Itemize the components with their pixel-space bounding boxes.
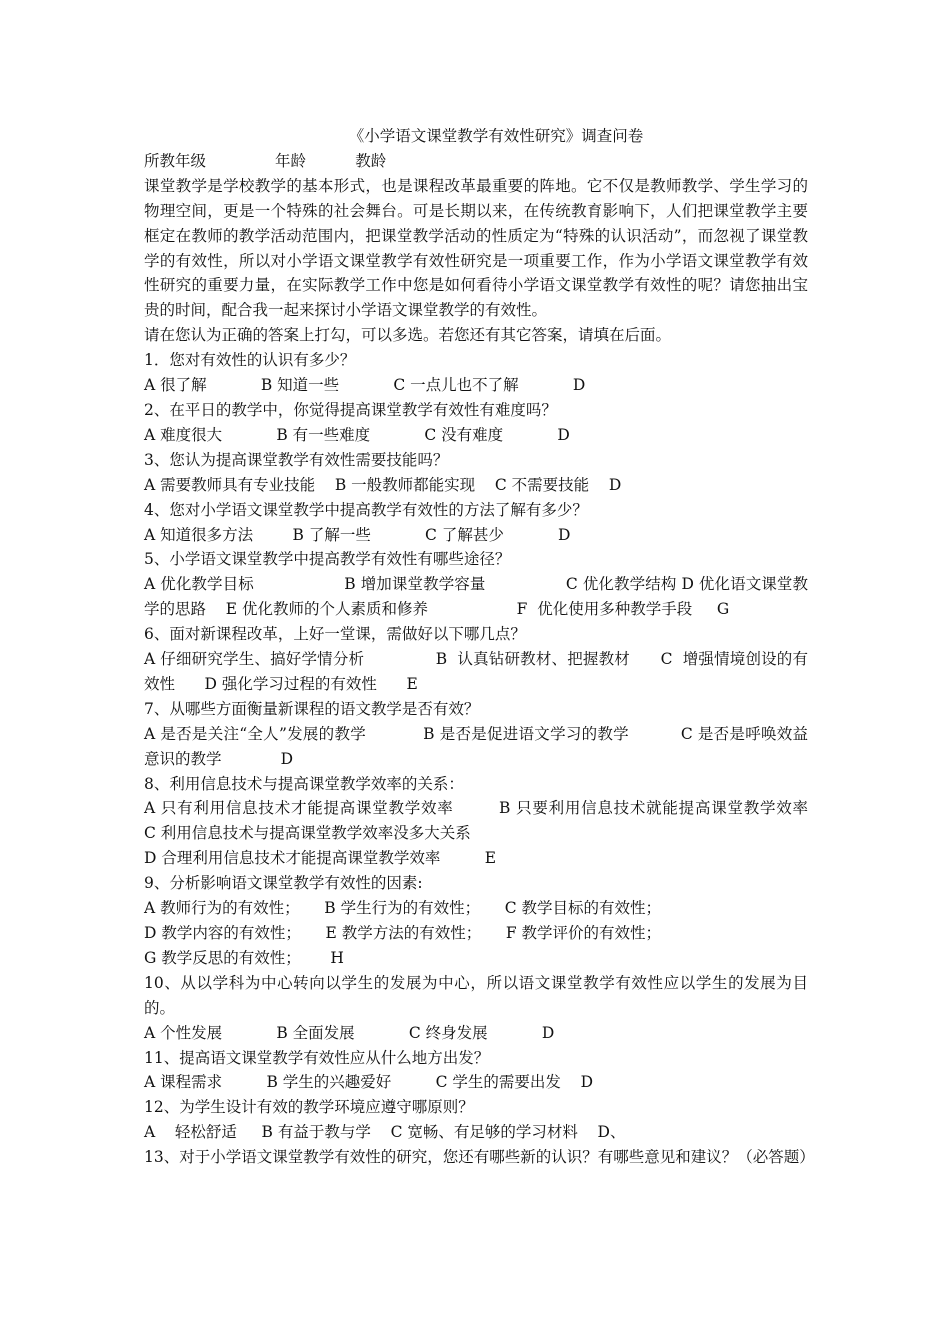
question-13: [144, 1145, 815, 1170]
question-options: A 优化教学目标 B 增加课堂教学容量 C 优化教学结构 D 优化语文课堂教学的思路 E 优化教师的个人素质和修养 F 优化使用多种教学手段 G: [144, 575, 808, 619]
question-text: 3、您认为提高课堂教学有效性需要技能吗？: [144, 450, 449, 469]
question-12: [144, 1095, 808, 1145]
question-text: 9、分析影响语文课堂教学有效性的因素:: [144, 874, 423, 893]
question-3: [144, 448, 808, 498]
question-options: A 很了解 B 知道一些 C 一点儿也不了解 D: [144, 376, 586, 395]
question-options: A 难度很大 B 有一些难度 C 没有难度 D: [144, 425, 570, 444]
question-options: A 只有利用信息技术才能提高课堂教学效率 B 只要利用信息技术就能提高课堂教学效率 C 利用信息技术与提高课堂教学效率没多大关系: [144, 799, 877, 843]
question-text: 4、您对小学语文课堂教学中提高教学有效性的方法了解有多少？: [144, 500, 588, 519]
question-options: A 轻松舒适 B 有益于教与学 C 宽畅、有足够的学习材料 D、: [144, 1123, 626, 1142]
question-options-continued: D 合理利用信息技术才能提高课堂教学效率 E: [144, 849, 497, 868]
question-options: A 个性发展 B 全面发展 C 终身发展 D: [144, 1023, 555, 1042]
question-2: [144, 398, 808, 448]
instruction-text: 请在您认为正确的答案上打勾，可以多选。若您还有其它答案，请填在后面。: [144, 326, 672, 345]
question-10: [144, 971, 808, 1046]
question-7: [144, 697, 808, 772]
question-text: 7、从哪些方面衡量新课程的语文教学是否有效？: [144, 699, 480, 718]
intro-paragraph: 课堂教学是学校教学的基本形式，也是课程改革最重要的阵地。它不仅是教师教学、学生学习的物理空间，更是一个特殊的社会舞台。可是长期以来，在传统教育影响下，人们把课堂教学主要框定在教师的教学活动范围内，把课堂教学活动的性质定为“特殊的认识活动”，而忽视了课堂教学的有效性，所以对小学语文课堂教学有效性研究是一项重要工作，作为小学语文课堂教学有效性研究的重要力量，在实际教学工作中您是如何看待小学语文课堂教学有效性的呢？请您抽出宝贵的时间，配合我一起来探讨小学语文课堂教学的有效性。: [144, 176, 808, 320]
questionnaire-page: [144, 124, 877, 1170]
question-text: 10、从以学科为中心转向以学生的发展为中心，所以语文课堂教学有效性应以学生的发展为目的。: [144, 973, 808, 1017]
respondent-info-line: 所教年级 年龄 教龄: [144, 151, 387, 170]
question-6: [144, 622, 808, 697]
question-text: 11、提高语文课堂教学有效性应从什么地方出发？: [144, 1048, 490, 1067]
question-text: 2、在平日的教学中，你觉得提高课堂教学有效性有难度吗？: [144, 400, 557, 419]
question-options: A 需要教师具有专业技能 B 一般教师都能实现 C 不需要技能 D: [144, 475, 622, 494]
question-9: [144, 871, 808, 971]
question-text: 8、利用信息技术与提高课堂教学效率的关系：: [144, 774, 464, 793]
question-text: 13、对于小学语文课堂教学有效性的研究，您还有哪些新的认识？有哪些意见和建议？（必答题）: [144, 1148, 815, 1167]
document-title: 《小学语文课堂教学有效性研究》调查问卷: [348, 127, 644, 145]
question-text: 12、为学生设计有效的教学环境应遵守哪原则？: [144, 1098, 474, 1117]
question-text: 5、小学语文课堂教学中提高教学有效性有哪些途径？: [144, 550, 511, 569]
question-options: A 知道很多方法 B 了解一些 C 了解甚少 D: [144, 525, 571, 544]
question-4: [144, 498, 808, 548]
question-options: A 课程需求 B 学生的兴趣爱好 C 学生的需要出发 D: [144, 1073, 594, 1092]
question-5: [144, 547, 808, 622]
question-text: 1．您对有效性的认识有多少？: [144, 351, 356, 370]
question-options: A 教师行为的有效性； B 学生行为的有效性； C 教学目标的有效性；: [144, 899, 661, 918]
question-8: [144, 772, 877, 872]
question-text: 6、面对新课程改革，上好一堂课，需做好以下哪几点？: [144, 625, 526, 644]
question-11: [144, 1046, 808, 1096]
question-options-continued: D 教学内容的有效性； E 教学方法的有效性； F 教学评价的有效性；: [144, 924, 662, 942]
question-1: [144, 348, 808, 398]
question-options-continued: G 教学反思的有效性； H: [144, 948, 344, 967]
question-options: A 是否是关注“全人”发展的教学 B 是否是促进语文学习的教学 C 是否是呼唤效益意识的教学 D: [144, 724, 808, 768]
question-options: A 仔细研究学生、搞好学情分析 B 认真钻研教材、把握教材 C 增强情境创设的有效性 D 强化学习过程的有效性 E: [144, 650, 808, 693]
